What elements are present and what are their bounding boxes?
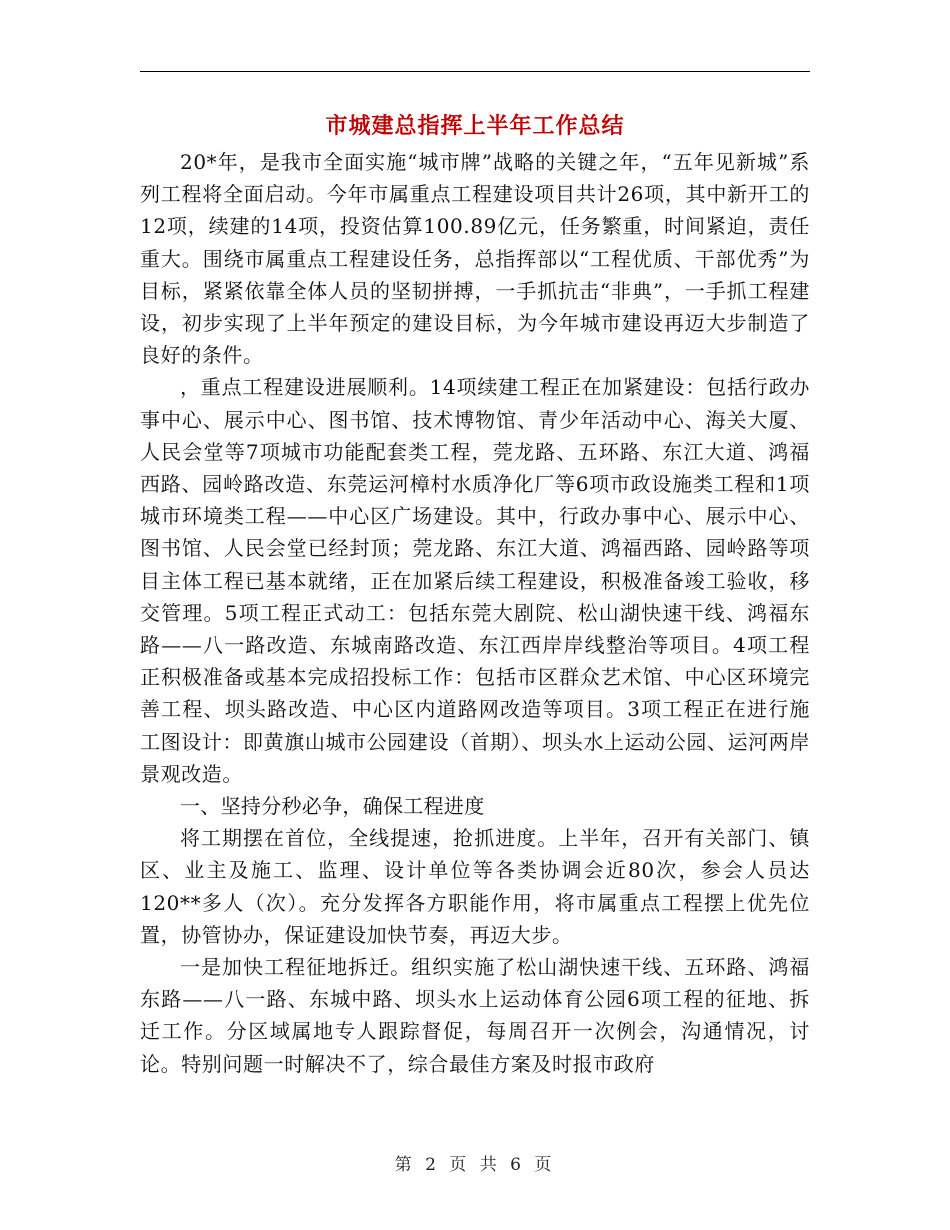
paragraph-land-acquisition: 一是加快工程征地拆迁。组织实施了松山湖快速干线、五环路、鸿福东路——八一路、东城中路、坝头水上运动体育公园6项工程的征地、拆迁工作。分区域属地专人跟踪督促，每周召开一次例会，沟通情况，讨论。特别问题一时解决不了，综合最佳方案及时报市政府 xyxy=(140,955,810,1076)
document-title: 市城建总指挥上半年工作总结 xyxy=(325,113,625,139)
document-body xyxy=(140,146,810,1080)
section-heading: 一、坚持分秒必争，确保工程进度 xyxy=(180,794,485,819)
paragraph-schedule: 将工期摆在首位，全线提速，抢抓进度。上半年，召开有关部门、镇区、业主及施工、监理、设计单位等各类协调会近80次，参会人员达120**多人（次）。充分发挥各方职能作用，将市属重点工程摆上优先位置，协管协办，保证建设加快节奏，再迈大步。 xyxy=(140,826,810,947)
header-rule xyxy=(140,71,810,72)
paragraph-intro: 20*年，是我市全面实施“城市牌”战略的关键之年，“五年见新城”系列工程将全面启动。今年市属重点工程建设项目共计26项，其中新开工的12项，续建的14项，投资估算100.89亿元，任务繁重，时间紧迫，责任重大。围绕市属重点工程建设任务，总指挥部以“工程优质、干部优秀”为目标，紧紧依靠全体人员的坚韧拼搏，一手抓抗击“非典”，一手抓工程建设，初步实现了上半年预定的建设目标，为今年城市建设再迈大步制造了良好的条件。 xyxy=(140,150,810,368)
paragraph-progress: ，重点工程建设进展顺利。14项续建工程正在加紧建设：包括行政办事中心、展示中心、图书馆、技术博物馆、青少年活动中心、海关大厦、人民会堂等7项城市功能配套类工程，莞龙路、五环路、东江大道、鸿福西路、园岭路改造、东莞运河樟村水质净化厂等6项市政设施类工程和1项城市环境类工程——中心区广场建设。其中，行政办事中心、展示中心、图书馆、人民会堂已经封顶；莞龙路、东江大道、鸿福西路、园岭路等项目主体工程已基本就绪，正在加紧后续工程建设，积极准备竣工验收，移交管理。5项工程正式动工：包括东莞大剧院、松山湖快速干线、鸿福东路——八一路改造、东城南路改造、东江西岸岸线整治等项目。4项工程正积极准备或基本完成招投标工作：包括市区群众艺术馆、中心区环境完善工程、坝头路改造、中心区内道路网改造等项目。3项工程正在进行施工图设计：即黄旗山城市公园建设（首期）、坝头水上运动公园、运河两岸景观改造。 xyxy=(140,375,810,786)
page-footer: 第 2 页 共 6 页 xyxy=(394,1155,556,1175)
